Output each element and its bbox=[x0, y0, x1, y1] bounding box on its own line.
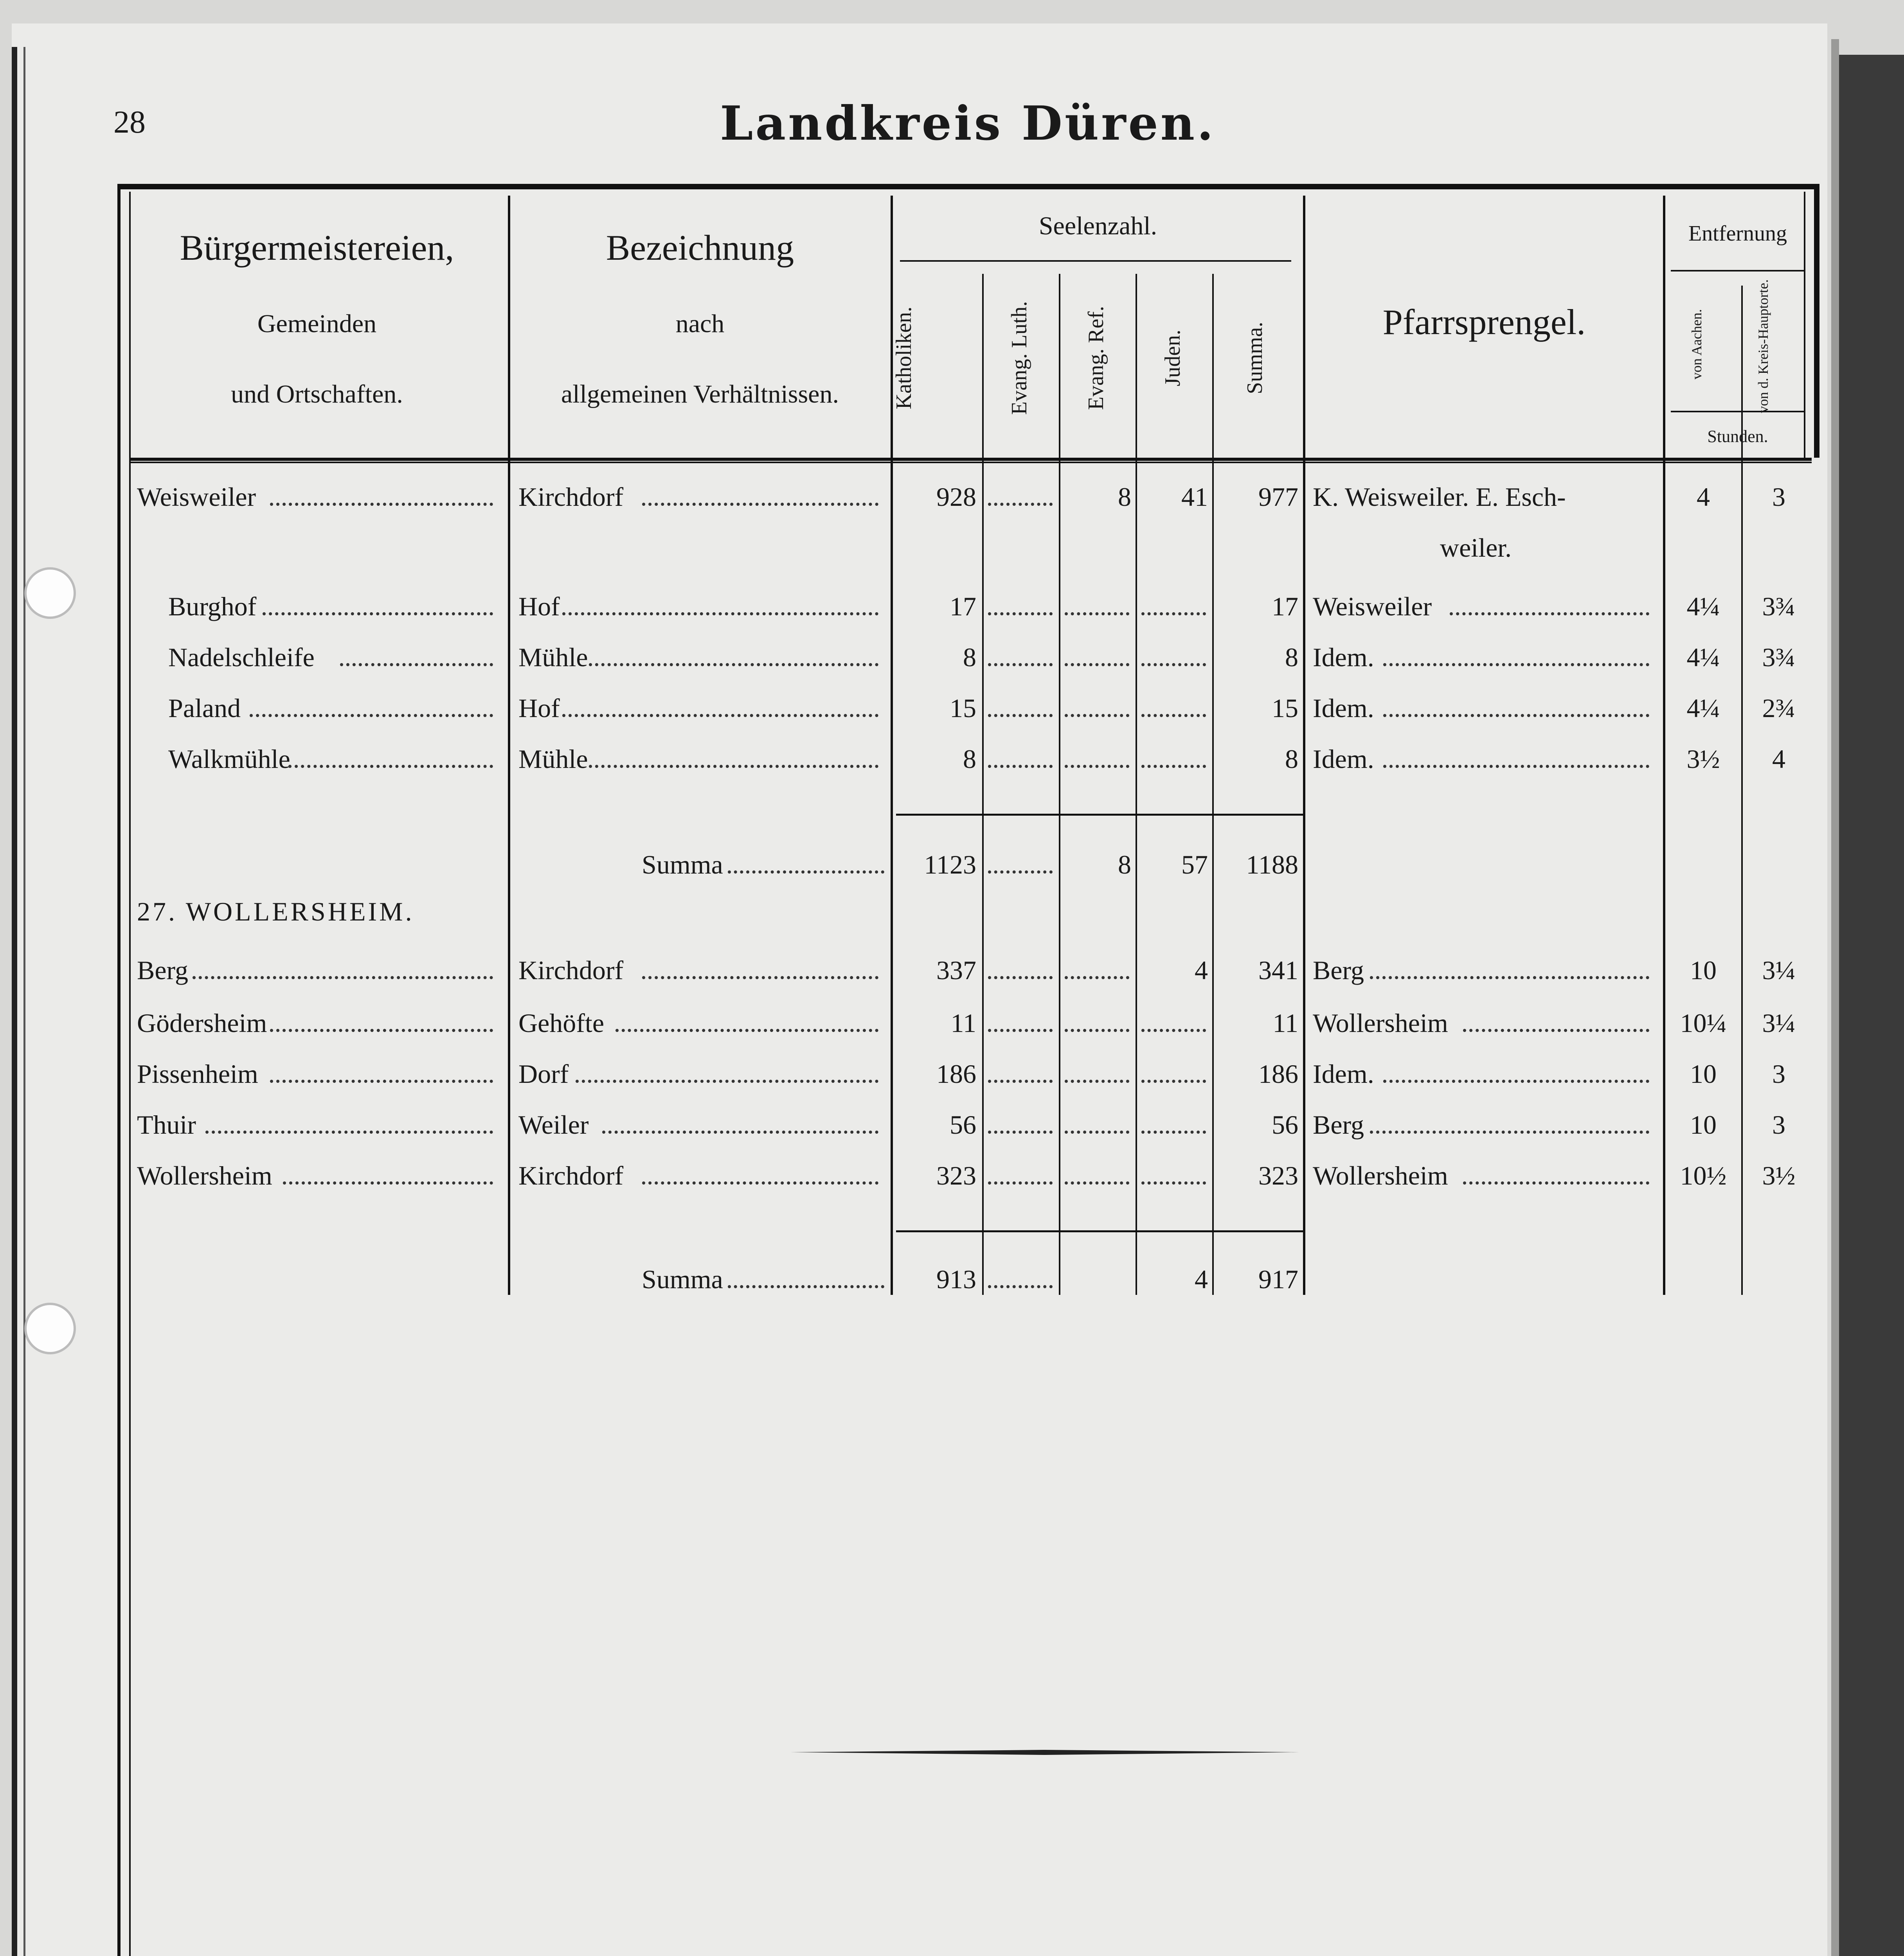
empty-ref-leader bbox=[1065, 612, 1129, 615]
place-name: Walkmühle bbox=[168, 744, 290, 774]
place-name: Burghof bbox=[168, 591, 257, 621]
count-kath: 8 bbox=[963, 744, 976, 774]
header-col2-line2: nach bbox=[675, 309, 725, 338]
parish: Wollersheim bbox=[1313, 1008, 1448, 1038]
empty-jud-leader bbox=[1141, 714, 1206, 717]
count-sum: 8 bbox=[1285, 642, 1298, 672]
col-rule-1 bbox=[508, 196, 510, 1295]
empty-luth-leader bbox=[988, 1285, 1053, 1288]
header-pfarrsprengel: Pfarrsprengel. bbox=[1382, 302, 1586, 342]
count-ref: 8 bbox=[1118, 850, 1131, 879]
count-sum: 15 bbox=[1272, 693, 1298, 723]
header-entfernung: Entfernung bbox=[1688, 221, 1787, 246]
parish: Weisweiler bbox=[1313, 591, 1432, 621]
place-name: Berg bbox=[137, 955, 188, 985]
designation-leader bbox=[642, 976, 878, 979]
header-summa: Summa. bbox=[1243, 322, 1267, 394]
count-jud: 57 bbox=[1181, 850, 1208, 879]
header-juden: Juden. bbox=[1161, 329, 1185, 387]
name-leader bbox=[205, 1131, 493, 1134]
empty-jud-leader bbox=[1141, 663, 1206, 666]
header-evang-ref: Evang. Ref. bbox=[1084, 306, 1108, 410]
parish-leader bbox=[1463, 1181, 1649, 1185]
count-sum: 1188 bbox=[1246, 850, 1298, 879]
header-col1-line1: Bürgermeistereien, bbox=[180, 228, 454, 268]
table-right-rule bbox=[1814, 184, 1819, 458]
empty-luth-leader bbox=[988, 976, 1053, 979]
empty-jud-leader bbox=[1141, 1029, 1206, 1032]
designation: Weiler bbox=[518, 1110, 589, 1140]
count-kath: 15 bbox=[950, 693, 976, 723]
designation: Kirchdorf bbox=[518, 1161, 624, 1190]
count-sum: 977 bbox=[1258, 482, 1298, 512]
header-bottom-rule-2 bbox=[129, 462, 1812, 463]
header-evang-luth: Evang. Luth. bbox=[1007, 301, 1031, 415]
summa-leader bbox=[728, 1285, 884, 1288]
distance-kreis: 3¼ bbox=[1762, 1008, 1796, 1038]
distance-kreis: 3 bbox=[1772, 482, 1785, 512]
empty-luth-leader bbox=[988, 870, 1053, 874]
designation: Hof bbox=[518, 693, 560, 723]
distance-kreis: 3 bbox=[1772, 1110, 1785, 1140]
designation-leader bbox=[602, 1131, 878, 1134]
empty-jud-leader bbox=[1141, 1131, 1206, 1134]
empty-ref-leader bbox=[1065, 714, 1129, 717]
summa-label: Summa bbox=[642, 1264, 723, 1294]
designation: Dorf bbox=[518, 1059, 569, 1089]
distance-kreis: 3¾ bbox=[1762, 642, 1796, 672]
entfernung-brace bbox=[1671, 270, 1804, 271]
parish-leader bbox=[1463, 1029, 1649, 1032]
place-name: Thuir bbox=[137, 1110, 196, 1140]
place-name: Nadelschleife bbox=[168, 642, 315, 672]
empty-luth-leader bbox=[988, 765, 1053, 768]
header-seelenzahl: Seelenzahl. bbox=[1038, 212, 1157, 240]
distance-kreis: 3½ bbox=[1762, 1161, 1796, 1190]
header-bottom-rule bbox=[129, 458, 1812, 461]
count-sum: 8 bbox=[1285, 744, 1298, 774]
col-rule-7 bbox=[1303, 196, 1305, 1295]
count-ref: 8 bbox=[1118, 482, 1131, 512]
count-kath: 337 bbox=[936, 955, 976, 985]
punch-hole-lower bbox=[24, 1303, 76, 1354]
empty-luth-leader bbox=[988, 503, 1053, 506]
parish: Idem. bbox=[1313, 642, 1374, 672]
table-left-rule bbox=[117, 184, 121, 1956]
distance-aachen: 10 bbox=[1690, 1059, 1717, 1089]
empty-luth-leader bbox=[988, 1080, 1053, 1083]
designation-leader bbox=[642, 503, 878, 506]
next-page-edge bbox=[1839, 55, 1904, 1956]
empty-ref-leader bbox=[1065, 1029, 1129, 1032]
parish-leader bbox=[1383, 714, 1649, 717]
col-rule-6 bbox=[1212, 274, 1214, 1295]
designation-leader bbox=[615, 1029, 878, 1032]
count-kath: 186 bbox=[936, 1059, 976, 1089]
designation: Gehöfte bbox=[518, 1008, 605, 1038]
name-leader bbox=[270, 1029, 493, 1032]
distance-aachen: 10 bbox=[1690, 955, 1717, 985]
page-number: 28 bbox=[113, 104, 146, 140]
count-sum: 11 bbox=[1272, 1008, 1298, 1038]
header-col2-line1: Bezeichnung bbox=[606, 228, 794, 268]
count-kath: 11 bbox=[950, 1008, 976, 1038]
distance-aachen: 10 bbox=[1690, 1110, 1717, 1140]
summa-leader bbox=[728, 870, 884, 874]
designation-leader bbox=[562, 612, 878, 615]
count-kath: 928 bbox=[936, 482, 976, 512]
count-sum: 917 bbox=[1258, 1264, 1298, 1294]
distance-aachen: 4 bbox=[1697, 482, 1710, 512]
parish: Wollersheim bbox=[1313, 1161, 1448, 1190]
name-leader bbox=[288, 765, 493, 768]
name-leader bbox=[193, 976, 493, 979]
count-kath: 913 bbox=[936, 1264, 976, 1294]
parish-leader bbox=[1450, 612, 1649, 615]
name-leader bbox=[263, 612, 493, 615]
place-name: Wollersheim bbox=[137, 1161, 272, 1190]
place-name: Weisweiler bbox=[137, 482, 256, 512]
binding-edge-inner bbox=[23, 47, 25, 1956]
seelenzahl-brace bbox=[900, 260, 1291, 262]
empty-ref-leader bbox=[1065, 1181, 1129, 1185]
empty-luth-leader bbox=[988, 1131, 1053, 1134]
count-jud: 4 bbox=[1195, 955, 1208, 985]
designation-leader bbox=[576, 1080, 878, 1083]
end-ornament-rule bbox=[790, 1749, 1299, 1756]
distance-kreis: 3¼ bbox=[1762, 955, 1796, 985]
table-top-rule bbox=[117, 184, 1819, 189]
summa-rule-1 bbox=[896, 814, 1303, 816]
distance-aachen: 10½ bbox=[1680, 1161, 1727, 1190]
running-head: Landkreis Düren. bbox=[720, 96, 1216, 151]
name-leader bbox=[270, 503, 493, 506]
distance-kreis: 4 bbox=[1772, 744, 1785, 774]
name-leader bbox=[340, 663, 493, 666]
distance-aachen: 4¼ bbox=[1686, 693, 1720, 723]
empty-luth-leader bbox=[988, 1181, 1053, 1185]
designation: Mühle bbox=[518, 744, 588, 774]
summa-label: Summa bbox=[642, 850, 723, 879]
designation: Hof bbox=[518, 591, 560, 621]
header-katholiken: Katholiken. bbox=[892, 306, 916, 410]
count-kath: 1123 bbox=[924, 850, 976, 879]
col-rule-4 bbox=[1059, 274, 1060, 1295]
count-kath: 56 bbox=[950, 1110, 976, 1140]
parish: Idem. bbox=[1313, 1059, 1374, 1089]
empty-jud-leader bbox=[1141, 1181, 1206, 1185]
parish: Berg bbox=[1313, 1110, 1364, 1140]
designation-leader bbox=[589, 765, 878, 768]
summa-rule-2 bbox=[896, 1230, 1303, 1232]
distance-aachen: 10¼ bbox=[1680, 1008, 1727, 1038]
empty-luth-leader bbox=[988, 714, 1053, 717]
distance-aachen: 3½ bbox=[1686, 744, 1720, 774]
header-stunden: Stunden. bbox=[1707, 427, 1768, 446]
count-kath: 17 bbox=[950, 591, 976, 621]
distance-aachen: 4¼ bbox=[1686, 591, 1720, 621]
designation-leader bbox=[589, 663, 878, 666]
empty-jud-leader bbox=[1141, 612, 1206, 615]
empty-ref-leader bbox=[1065, 1131, 1129, 1134]
col-rule-5 bbox=[1136, 274, 1137, 1295]
designation-leader bbox=[642, 1181, 878, 1185]
distance-kreis: 2¾ bbox=[1762, 693, 1796, 723]
header-col2-line3: allgemeinen Verhältnissen. bbox=[561, 380, 839, 408]
count-sum: 17 bbox=[1272, 591, 1298, 621]
page-edge-shadow bbox=[1831, 39, 1839, 1956]
count-jud: 4 bbox=[1195, 1264, 1208, 1294]
parish-leader bbox=[1370, 1131, 1649, 1134]
empty-ref-leader bbox=[1065, 765, 1129, 768]
parish-leader bbox=[1383, 765, 1649, 768]
distance-kreis: 3 bbox=[1772, 1059, 1785, 1089]
designation: Mühle bbox=[518, 642, 588, 672]
distance-aachen: 4¼ bbox=[1686, 642, 1720, 672]
count-kath: 323 bbox=[936, 1161, 976, 1190]
name-leader bbox=[283, 1181, 493, 1185]
header-von-kreis: von d. Kreis-Hauptorte. bbox=[1755, 279, 1771, 413]
designation-leader bbox=[562, 714, 878, 717]
empty-luth-leader bbox=[988, 663, 1053, 666]
parish: K. Weisweiler. E. Esch- bbox=[1313, 482, 1566, 512]
empty-jud-leader bbox=[1141, 765, 1206, 768]
header-col1-line2: Gemeinden bbox=[257, 309, 377, 338]
place-name: Gödersheim bbox=[137, 1008, 267, 1038]
empty-ref-leader bbox=[1065, 976, 1129, 979]
table-left-rule-inner bbox=[129, 192, 131, 1956]
empty-jud-leader bbox=[1141, 1080, 1206, 1083]
empty-luth-leader bbox=[988, 612, 1053, 615]
parish-continued: weiler. bbox=[1440, 533, 1512, 563]
parish: Idem. bbox=[1313, 744, 1374, 774]
count-jud: 41 bbox=[1181, 482, 1208, 512]
count-sum: 56 bbox=[1272, 1110, 1298, 1140]
place-name: Paland bbox=[168, 693, 241, 723]
parish-leader bbox=[1383, 1080, 1649, 1083]
distance-kreis: 3¾ bbox=[1762, 591, 1796, 621]
section-heading: 27. WOLLERSHEIM. bbox=[137, 897, 414, 926]
empty-ref-leader bbox=[1065, 1080, 1129, 1083]
count-kath: 8 bbox=[963, 642, 976, 672]
parish-leader bbox=[1383, 663, 1649, 666]
name-leader bbox=[250, 714, 493, 717]
empty-luth-leader bbox=[988, 1029, 1053, 1032]
punch-hole-upper bbox=[24, 567, 76, 619]
count-sum: 186 bbox=[1258, 1059, 1298, 1089]
col-rule-3 bbox=[982, 274, 984, 1295]
designation: Kirchdorf bbox=[518, 955, 624, 985]
parish: Berg bbox=[1313, 955, 1364, 985]
header-von-aachen: von Aachen. bbox=[1689, 309, 1704, 379]
designation: Kirchdorf bbox=[518, 482, 624, 512]
col-rule-8 bbox=[1663, 196, 1665, 1295]
name-leader bbox=[270, 1080, 493, 1083]
parish: Idem. bbox=[1313, 693, 1374, 723]
count-sum: 323 bbox=[1258, 1161, 1298, 1190]
parish-leader bbox=[1370, 976, 1649, 979]
place-name: Pissenheim bbox=[137, 1059, 258, 1089]
count-sum: 341 bbox=[1258, 955, 1298, 985]
header-col1-line3: und Ortschaften. bbox=[231, 380, 403, 408]
empty-ref-leader bbox=[1065, 663, 1129, 666]
binding-edge bbox=[12, 47, 17, 1956]
